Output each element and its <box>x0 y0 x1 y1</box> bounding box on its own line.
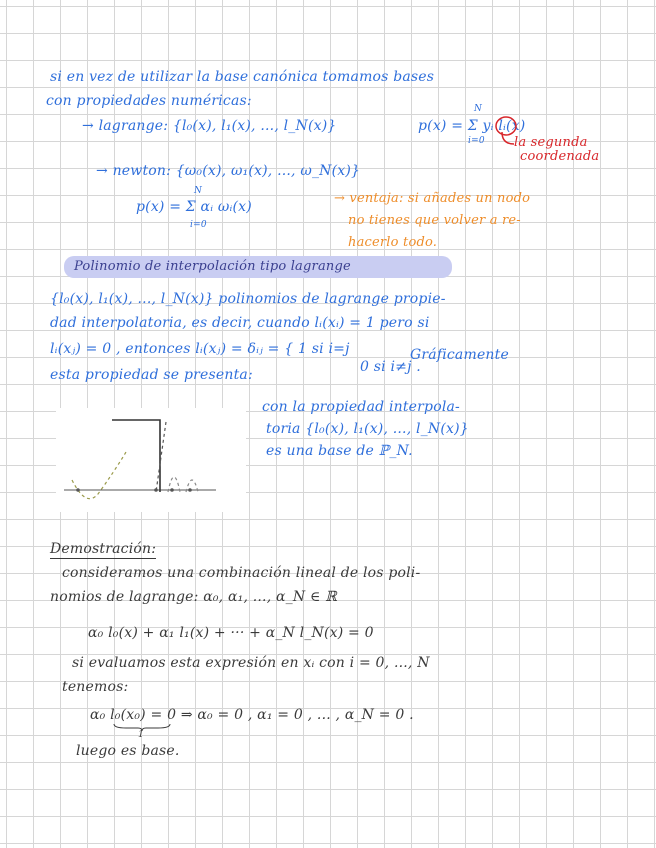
lagrange-formula: p(x) = Σ yᵢ lᵢ(x) <box>418 118 526 134</box>
intro-line-2: con propiedades numéricas: <box>46 93 252 109</box>
graph-note-line-1: con la propiedad interpola- <box>262 399 460 415</box>
demo-line-4: tenemos: <box>62 679 129 695</box>
demo-line-3: si evaluamos esta expresión en xᵢ con i = 0, ..., N <box>72 655 430 671</box>
demo-conclusion: luego es base. <box>76 743 180 759</box>
section-line-3: lᵢ(xⱼ) = 0 , entonces lᵢ(xⱼ) = δᵢⱼ = { 1 si i=j <box>50 341 350 357</box>
newton-basis-label: → newton: {ω₀(x), ω₁(x), ..., ω_N(x)} <box>96 163 361 179</box>
section-line-1: {l₀(x), l₁(x), ..., l_N(x)} polinomios de lagrange propie- <box>50 291 446 307</box>
lagrange-sum-top: N <box>474 104 483 114</box>
newton-formula: p(x) = Σ αᵢ ωᵢ(x) <box>136 199 252 215</box>
section-line-2: dad interpolatoria, es decir, cuando lᵢ(xᵢ) = 1 pero si <box>50 315 430 331</box>
lagrange-basis-label: → lagrange: {l₀(x), l₁(x), ..., l_N(x)} <box>82 118 337 134</box>
section-graphically: Gráficamente <box>410 347 509 363</box>
lagrange-sum-bottom: i=0 <box>468 136 485 146</box>
section-heading: Polinomio de interpolación tipo lagrange <box>74 259 351 274</box>
demo-equation-1: α₀ l₀(x) + α₁ l₁(x) + ··· + α_N l_N(x) = 0 <box>88 625 374 641</box>
newton-advantage-line-1: → ventaja: si añades un nodo <box>334 191 531 206</box>
newton-advantage-line-2: no tienes que volver a re- <box>348 213 521 228</box>
section-line-3b: 0 si i≠j . <box>360 359 421 375</box>
lagrange-basis-sketch <box>56 408 246 512</box>
graph-note-line-3: es una base de ℙ_N. <box>266 443 413 459</box>
newton-sum-top: N <box>194 186 203 196</box>
lagrange-note-line-1: la segunda <box>514 135 588 150</box>
demo-line-1: consideramos una combinación lineal de los poli- <box>62 565 421 581</box>
intro-line-1: si en vez de utilizar la base canónica tomamos bases <box>50 69 435 85</box>
demo-equation-2-mark: 1 <box>138 730 144 740</box>
graph-note-line-2: toria {l₀(x), l₁(x), ..., l_N(x)} <box>266 421 469 437</box>
demo-title: Demostración: <box>50 541 157 557</box>
newton-sum-bottom: i=0 <box>190 220 207 230</box>
lagrange-note-line-2: coordenada <box>520 149 600 164</box>
demo-equation-2: α₀ l₀(x₀) = 0 ⇒ α₀ = 0 , α₁ = 0 , ... , α_N = 0 . <box>90 707 414 723</box>
demo-line-2: nomios de lagrange: α₀, α₁, ..., α_N ∈ ℝ <box>50 589 338 605</box>
newton-advantage-line-3: hacerlo todo. <box>348 235 438 250</box>
section-line-4: esta propiedad se presenta: <box>50 367 253 383</box>
